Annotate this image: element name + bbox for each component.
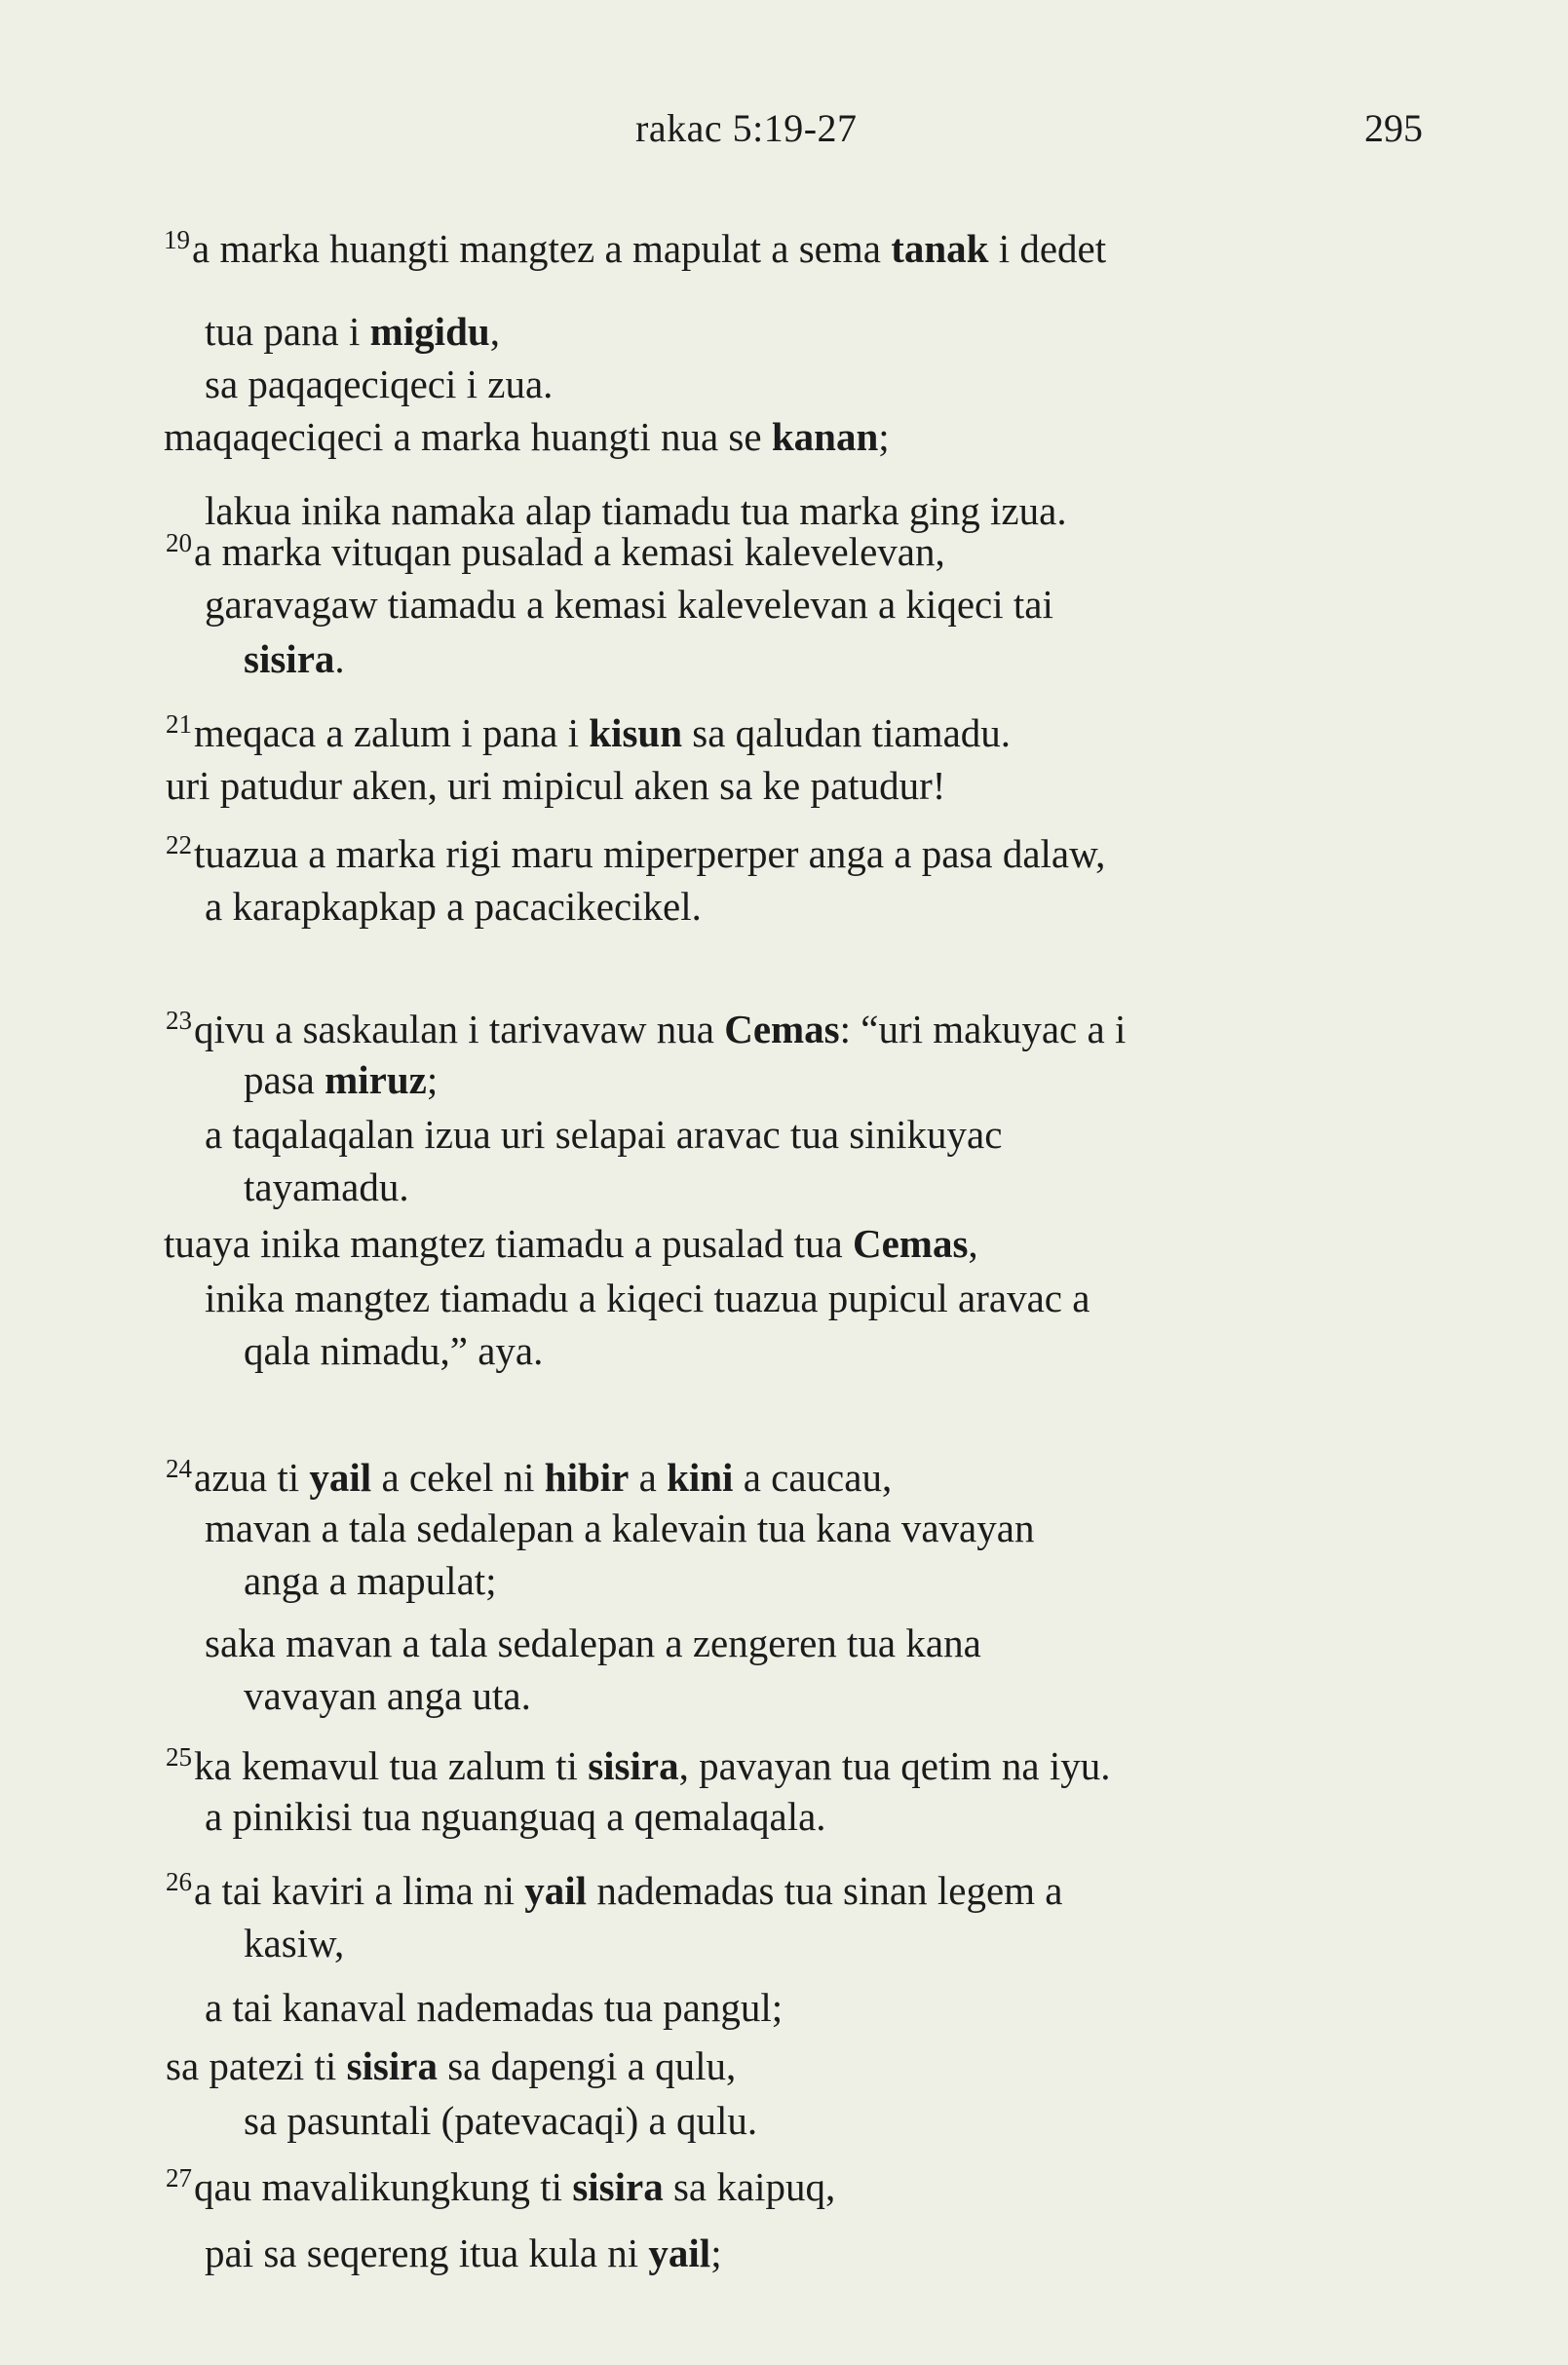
verse-line — [205, 1985, 784, 2030]
verse-number: 21 — [166, 709, 192, 739]
verse-text: a — [629, 1455, 668, 1500]
verse-number: 27 — [166, 2163, 192, 2193]
verse-line — [205, 1794, 826, 1839]
verse-line — [244, 2098, 758, 2143]
verse-text: qala nimadu,” aya. — [244, 1328, 544, 1373]
verse-line — [244, 1673, 531, 1718]
verse-text: ; — [426, 1057, 439, 1102]
verse-number: 20 — [166, 528, 192, 557]
verse-text: tuaya inika mangtez tiamadu a pusalad tua — [164, 1221, 853, 1266]
verse-line — [244, 1558, 497, 1603]
verse-text: meqaca a zalum i pana i — [194, 710, 590, 755]
verse-number: 19 — [164, 225, 190, 254]
verse-text: anga a mapulat; — [244, 1558, 497, 1603]
verse-number: 25 — [166, 1742, 192, 1772]
verse-text: qivu a saskaulan i tarivavaw nua — [194, 1007, 725, 1051]
bold-term: yail — [524, 1868, 588, 1913]
verse-line — [164, 1221, 978, 1266]
verse-line — [205, 1508, 1034, 1548]
verse-line — [205, 364, 553, 404]
bold-term: migidu — [369, 309, 490, 354]
bold-term: sisira — [244, 636, 335, 681]
verse-line — [205, 582, 1053, 627]
bold-term: sisira — [346, 2043, 438, 2088]
bold-term: kanan — [771, 414, 879, 459]
verse-line — [244, 1921, 345, 1965]
bold-term: sisira — [572, 2164, 664, 2209]
verse-text: sa patezi ti — [166, 2043, 347, 2088]
verse-line — [166, 2043, 737, 2088]
chapter-reference: rakac 5:19-27 — [635, 106, 858, 150]
verse-number: 23 — [166, 1006, 192, 1035]
verse-text: i dedet — [988, 226, 1107, 271]
verse-line — [244, 1057, 439, 1102]
verse-text: a cekel ni — [371, 1455, 545, 1500]
verse-text: , — [968, 1221, 978, 1266]
verse-text: sa pasuntali (patevacaqi) a qulu. — [244, 2098, 758, 2143]
bold-term: yail — [309, 1455, 372, 1500]
verse-text: , — [489, 309, 500, 354]
verse-line-27 — [166, 2165, 835, 2207]
verse-text: ka kemavul tua zalum ti — [194, 1743, 589, 1788]
verse-line — [205, 309, 500, 354]
verse-text: sa paqaqeciqeci i zua. — [205, 362, 554, 406]
verse-text: sa qaludan tiamadu. — [682, 710, 1012, 755]
verse-line — [205, 1112, 1003, 1157]
bold-term: hibir — [544, 1455, 630, 1500]
bold-term: Cemas — [724, 1007, 840, 1051]
verse-line — [205, 884, 702, 929]
verse-text: tua pana i — [205, 309, 370, 354]
verse-text: a tai kanaval nademadas tua pangul; — [205, 1985, 784, 2030]
verse-text: tuazua a marka rigi maru miperperper anga a pasa dalaw, — [194, 831, 1106, 876]
verse-line-23 — [166, 1008, 1126, 1049]
verse-line-21 — [166, 711, 1011, 753]
verse-text: maqaqeciqeci a marka huangti nua se — [164, 414, 772, 459]
verse-text: a tai kaviri a lima ni — [194, 1868, 525, 1913]
verse-text: mavan a tala sedalepan a kalevain tua kana vavayan — [205, 1506, 1035, 1550]
bold-term: yail — [648, 2231, 711, 2275]
verse-text: saka mavan a tala sedalepan a zengeren tua kana — [205, 1621, 981, 1665]
page-number: 295 — [1364, 106, 1423, 150]
page-header — [0, 105, 1568, 164]
verse-text: qau mavalikungkung ti — [194, 2164, 573, 2209]
verse-text: . — [334, 636, 345, 681]
verse-text: : “uri makuyac a i — [839, 1007, 1127, 1051]
verse-line — [166, 763, 946, 808]
verse-text: pasa — [244, 1057, 325, 1102]
verse-number: 22 — [166, 830, 192, 859]
verse-text: , pavayan tua qetim na iyu. — [678, 1743, 1111, 1788]
verse-text: sa kaipuq, — [663, 2164, 836, 2209]
verse-line — [205, 1278, 1090, 1318]
verse-text: kasiw, — [244, 1921, 345, 1965]
verse-number: 26 — [166, 1867, 192, 1896]
verse-text: uri patudur aken, uri mipicul aken sa ke patudur! — [166, 763, 946, 808]
verse-text: vavayan anga uta. — [244, 1673, 531, 1718]
verse-line — [205, 1623, 981, 1663]
verse-line-26 — [166, 1869, 1062, 1911]
bold-term: kisun — [589, 710, 683, 755]
verse-line — [164, 414, 890, 459]
bold-term: miruz — [325, 1057, 427, 1102]
verse-line — [244, 636, 345, 681]
verse-text: garavagaw tiamadu a kemasi kalevelevan a kiqeci tai — [205, 582, 1053, 627]
verse-line-25 — [166, 1744, 1111, 1786]
verse-text: ; — [710, 2231, 722, 2275]
verse-line — [244, 1164, 409, 1209]
verse-text: nademadas tua sinan legem a — [587, 1868, 1063, 1913]
verse-text: sa dapengi a qulu, — [437, 2043, 737, 2088]
verse-line — [205, 488, 1067, 533]
verse-line-20 — [166, 530, 945, 572]
verse-text: lakua inika namaka alap tiamadu tua marka ging izua. — [205, 488, 1067, 533]
verse-text: pai sa seqereng itua kula ni — [205, 2231, 649, 2275]
verse-text: inika mangtez tiamadu a kiqeci tuazua pupicul aravac a — [205, 1276, 1090, 1320]
bold-term: Cemas — [853, 1221, 969, 1266]
bold-term: kini — [667, 1455, 734, 1500]
verse-text: tayamadu. — [244, 1164, 409, 1209]
verse-text: a karapkapkap a pacacikecikel. — [205, 884, 702, 929]
verse-text: a taqalaqalan izua uri selapai aravac tua sinikuyac — [205, 1112, 1003, 1157]
verse-text: a caucau, — [733, 1455, 893, 1500]
verse-line-24 — [166, 1456, 892, 1498]
verse-text: azua ti — [194, 1455, 310, 1500]
verse-line-22 — [166, 832, 1105, 874]
verse-line-19 — [164, 227, 1106, 269]
verse-number: 24 — [166, 1454, 192, 1483]
bold-term: sisira — [588, 1743, 679, 1788]
verse-line — [244, 1328, 544, 1373]
verse-text: a marka huangti mangtez a mapulat a sema — [192, 226, 892, 271]
verse-text: a pinikisi tua nguanguaq a qemalaqala. — [205, 1794, 826, 1839]
verse-line — [205, 2233, 722, 2273]
bold-term: tanak — [891, 226, 989, 271]
verse-text: ; — [878, 414, 890, 459]
verse-text: a marka vituqan pusalad a kemasi kalevelevan, — [194, 529, 945, 574]
